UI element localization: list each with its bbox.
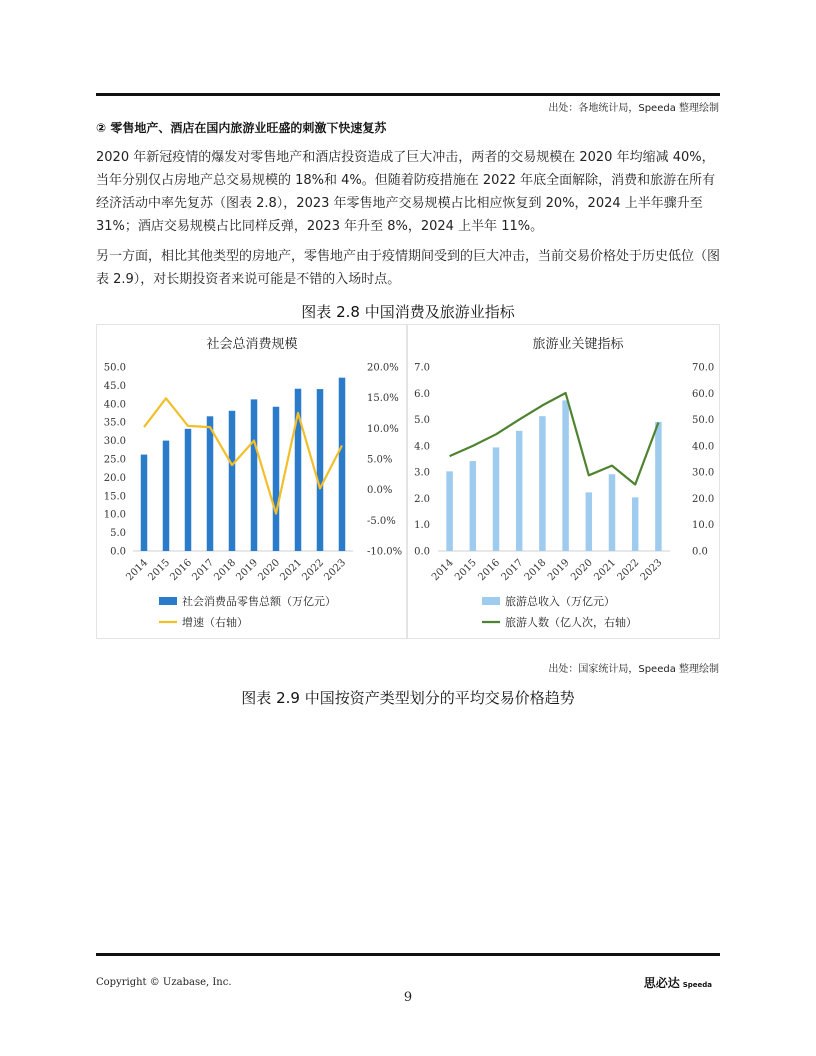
x-axis-tick: 2018 xyxy=(212,557,239,584)
left-axis-tick: 30.0 xyxy=(103,436,126,448)
x-axis-tick: 2015 xyxy=(453,557,479,584)
bar xyxy=(562,400,569,551)
figure-2-9-title: 图表 2.9 中国按资产类型划分的平均交易价格趋势 xyxy=(241,689,575,707)
legend-label-line: 增速（右轴） xyxy=(182,616,248,629)
bar xyxy=(141,455,148,551)
x-axis-tick: 2021 xyxy=(278,557,305,584)
bar xyxy=(539,416,546,551)
right-axis-tick: 40.0 xyxy=(692,441,715,453)
x-axis-tick: 2021 xyxy=(592,557,619,584)
x-axis-tick: 2014 xyxy=(429,557,456,584)
bar xyxy=(493,447,500,551)
chart-tourism-panel xyxy=(407,324,720,639)
figure-source-top: 出处：各地统计局，Speeda 整理绘制 xyxy=(548,103,719,114)
left-axis-tick: 7.0 xyxy=(414,362,430,374)
left-axis-tick: 3.0 xyxy=(414,467,430,479)
x-axis-tick: 2023 xyxy=(638,557,665,584)
right-axis-tick: 5.0% xyxy=(367,454,393,466)
right-axis-tick: 60.0 xyxy=(692,388,715,400)
x-axis-tick: 2019 xyxy=(545,557,572,584)
x-axis-tick: 2017 xyxy=(499,557,526,584)
x-axis-tick: 2020 xyxy=(569,557,595,584)
x-axis-tick: 2017 xyxy=(190,557,217,584)
figure-2-8-source: 出处：国家统计局，Speeda 整理绘制 xyxy=(548,664,719,675)
page-number: 9 xyxy=(403,990,413,1005)
left-axis-tick: 25.0 xyxy=(103,454,126,466)
chart-consumption xyxy=(97,325,406,638)
series-line xyxy=(144,398,342,513)
left-axis-tick: 5.0 xyxy=(414,415,430,427)
right-axis-tick: 20.0 xyxy=(692,493,715,505)
brand-small: Speeda xyxy=(682,981,712,989)
legend-swatch-bar xyxy=(482,597,500,605)
right-axis-tick: 50.0 xyxy=(692,415,715,427)
footer-rule xyxy=(96,953,720,956)
left-axis-tick: 15.0 xyxy=(103,491,126,503)
copyright-text: Copyright © Uzabase, Inc. xyxy=(96,977,232,988)
right-axis-tick: 10.0 xyxy=(692,520,715,532)
right-axis-tick: 20.0% xyxy=(367,362,399,374)
x-axis-tick: 2018 xyxy=(522,557,549,584)
legend-label-bar: 社会消费品零售总额（万亿元） xyxy=(182,595,336,608)
right-axis-tick: 30.0 xyxy=(692,467,715,479)
right-axis-tick: 0.0 xyxy=(692,546,708,558)
bar xyxy=(163,441,170,551)
section-heading: ② 零售地产、酒店在国内旅游业旺盛的刺激下快速复苏 xyxy=(96,121,387,135)
bar xyxy=(655,422,662,551)
bar xyxy=(317,389,324,551)
x-axis-tick: 2022 xyxy=(300,557,327,584)
bar xyxy=(609,474,616,551)
bar xyxy=(251,399,258,551)
bar xyxy=(516,431,523,551)
x-axis-tick: 2020 xyxy=(256,557,283,584)
right-axis-tick: -10.0% xyxy=(367,546,403,558)
left-axis-tick: 5.0 xyxy=(110,528,126,540)
bar xyxy=(229,411,236,551)
bar xyxy=(470,461,477,551)
left-axis-tick: 2.0 xyxy=(414,493,430,505)
legend-label-line: 旅游人数（亿人次，右轴） xyxy=(505,616,637,629)
left-axis-tick: 45.0 xyxy=(103,380,126,392)
left-axis-tick: 10.0 xyxy=(103,509,126,521)
bar xyxy=(632,497,639,551)
right-axis-tick: 0.0% xyxy=(367,485,393,497)
figure-2-8-title: 图表 2.8 中国消费及旅游业指标 xyxy=(301,303,515,321)
x-axis-tick: 2022 xyxy=(615,557,642,584)
bar xyxy=(339,378,346,551)
left-axis-tick: 4.0 xyxy=(414,441,430,453)
header-rule xyxy=(96,93,720,96)
x-axis-tick: 2016 xyxy=(168,557,195,584)
left-axis-tick: 40.0 xyxy=(103,399,126,411)
left-axis-tick: 20.0 xyxy=(103,472,126,484)
body-paragraph-1: 2020 年新冠疫情的爆发对零售地产和酒店投资造成了巨大冲击，两者的交易规模在 2020 年均缩减 40%，当年分别仅占房地产总交易规模的 18%和 4%。但随着防疫措施在 2022 年底全面解除，消费和旅游在所有经济活动中率先复苏（图表 2.8），2023 年零售地产交易规模占比相应恢复到 20%，2024 上半年骤升至 31%；酒店交易规模占比同样反弹，2023 年升至 8%，2024 上半年 11%。 xyxy=(96,150,716,234)
chart-consumption-panel xyxy=(96,324,407,639)
bar xyxy=(586,492,593,551)
right-axis-tick: 10.0% xyxy=(367,423,399,435)
bar xyxy=(273,407,280,551)
legend-label-bar: 旅游总收入（万亿元） xyxy=(505,595,615,608)
legend-swatch-bar xyxy=(159,597,177,605)
left-axis-tick: 0.0 xyxy=(110,546,126,558)
series-line xyxy=(450,393,659,485)
bar xyxy=(207,416,214,551)
right-axis-tick: 15.0% xyxy=(367,393,399,405)
left-axis-tick: 50.0 xyxy=(103,362,126,374)
left-axis-tick: 6.0 xyxy=(414,388,430,400)
chart-title: 社会总消费规模 xyxy=(206,337,298,352)
x-axis-tick: 2015 xyxy=(146,557,173,584)
left-axis-tick: 1.0 xyxy=(414,520,430,532)
chart-tourism xyxy=(408,325,719,638)
bar xyxy=(446,471,453,551)
body-paragraph-2: 另一方面，相比其他类型的房地产，零售地产由于疫情期间受到的巨大冲击，当前交易价格处于历史低位（图表 2.9），对长期投资者来说可能是不错的入场时点。 xyxy=(96,249,721,287)
right-axis-tick: -5.0% xyxy=(367,515,396,527)
right-axis-tick: 70.0 xyxy=(692,362,715,374)
left-axis-tick: 35.0 xyxy=(103,417,126,429)
left-axis-tick: 0.0 xyxy=(414,546,430,558)
x-axis-tick: 2016 xyxy=(476,557,503,584)
brand-logo xyxy=(644,974,712,991)
x-axis-tick: 2014 xyxy=(124,557,151,584)
chart-title: 旅游业关键指标 xyxy=(532,337,624,352)
x-axis-tick: 2023 xyxy=(322,557,349,584)
bar xyxy=(185,429,192,551)
brand-name: 思必达 xyxy=(643,976,680,990)
x-axis-tick: 2019 xyxy=(234,557,261,584)
